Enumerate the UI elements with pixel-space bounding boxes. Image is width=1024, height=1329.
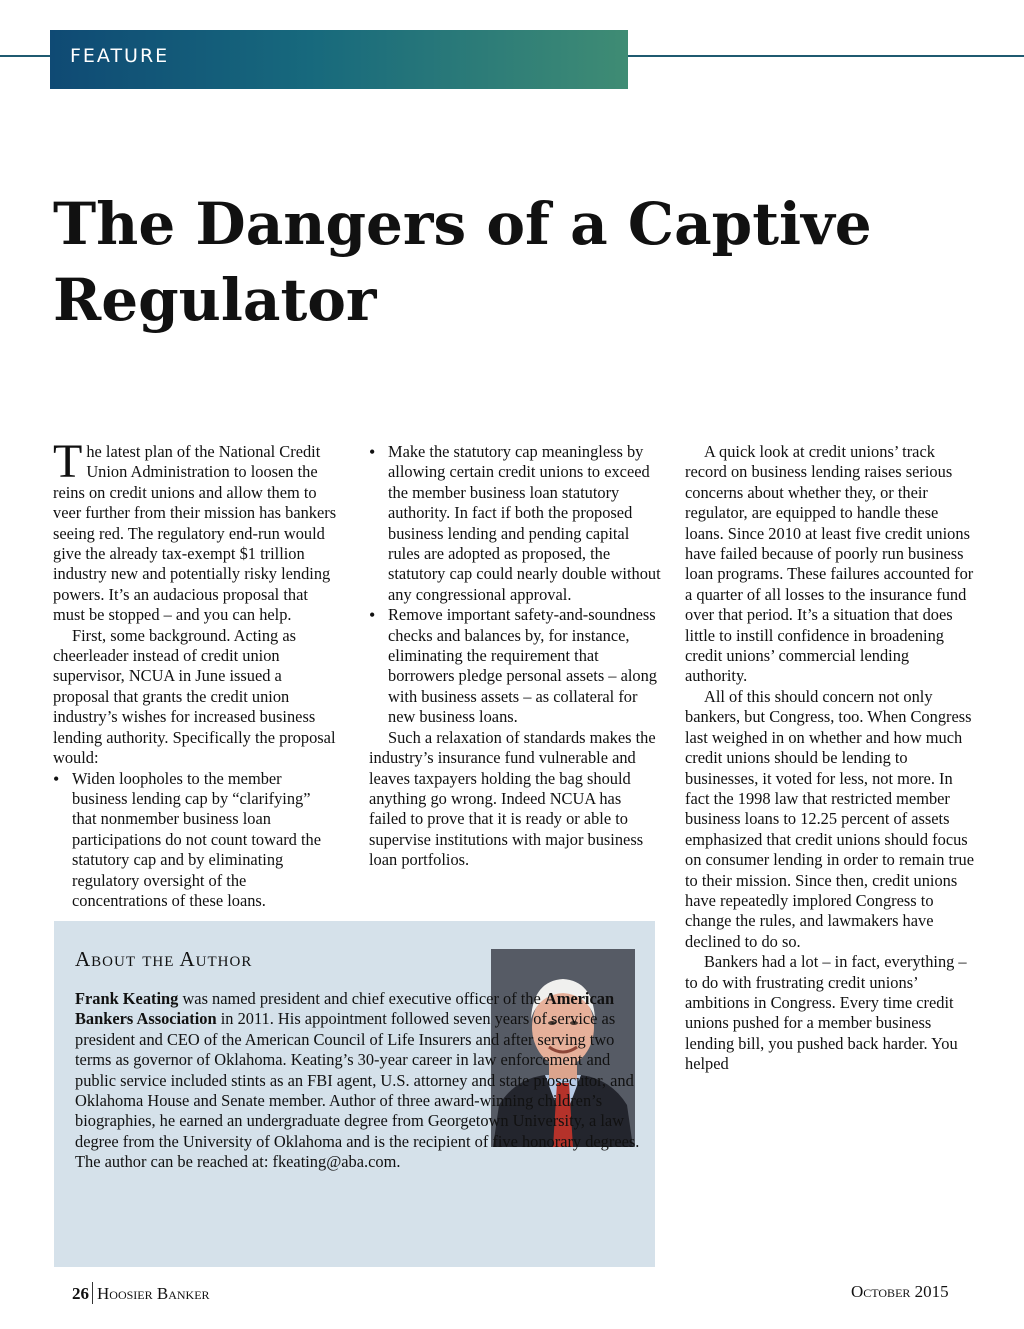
body-paragraph: Bankers had a lot – in fact, everything – to do with frustrating credit unions’ ambitions in Congress. Every time credit unions pushed for a member business lending bill, you pushed back harder. You helped <box>685 952 967 1074</box>
author-organization: American Bankers Association <box>75 989 615 1029</box>
body-paragraph: All of this should concern not only bankers, but Congress, too. When Congress last weighed in on whether and how much credit unions should be lending to businesses, it voted for less, not more. In fact the 1998 law that restricted member business loans to 12.25 percent of assets emphasized that credit unions should focus on consumer lending in order to remain true to their mission. Since then, credit unions have repeatedly implored Congress to change the rules, and lawmakers have declined to do so. <box>685 686 975 951</box>
list-item: • Remove important safety-and-soundness checks and balances by, for instance, eliminating the requirement that borrowers pledge personal assets – along with business assets – as collateral for new business loans. <box>369 605 661 727</box>
publication-name: Hoosier Banker <box>97 1284 210 1303</box>
footer-left <box>72 1282 210 1304</box>
proposal-list-continued <box>369 442 661 728</box>
about-author-box <box>54 921 655 1267</box>
proposal-list <box>53 769 337 912</box>
article-title: The Dangers of a Captive Regulator <box>53 190 872 334</box>
column-2 <box>369 442 661 871</box>
page-number: 26 <box>72 1284 89 1303</box>
section-label: FEATURE <box>70 45 170 67</box>
section-banner <box>50 30 628 89</box>
background-paragraph: First, some background. Acting as cheerleader instead of credit union supervisor, NCUA in June issued a proposal that grants the credit union industry’s wishes for increased business lending authority. Specifically the proposal would: <box>53 625 336 768</box>
body-paragraph: Such a relaxation of standards makes the industry’s insurance fund vulnerable and leaves taxpayers holding the bag should anything go wrong. Indeed NCUA has failed to prove that it is ready or able to supervise institutions with major business loan portfolios. <box>369 727 656 870</box>
author-name: Frank Keating <box>75 989 179 1008</box>
intro-paragraph: The latest plan of the National Credit Union Administration to loosen the reins on credit unions and allow them to veer further from their mission has bankers seeing red. The regulatory end-run would give the already tax-exempt $1 trillion industry new and potentially risky lending powers. It’s an audacious proposal that must be stopped – and you can help. <box>53 435 337 625</box>
issue-date: October 2015 <box>851 1282 949 1301</box>
column-1 <box>53 435 337 911</box>
author-bio: Frank Keating was named president and chief executive officer of the American Bankers Association in 2011. His appointment followed seven years of service as president and CEO of the American Council of Life Insurers and after serving two terms as governor of Oklahoma. Keating’s 30-year career in law enforcement and public service included stints as an FBI agent, U.S. attorney and state prosecutor, and Oklahoma House and Senate member. Author of three award-winning children’s biographies, he earned an undergraduate degree from Georgetown University, a law degree from the University of Oklahoma and is the recipient of five honorary degrees. The author can be reached at: fkeating@aba.com. <box>75 989 640 1172</box>
column-3 <box>685 442 975 1075</box>
list-item: • Make the statutory cap meaningless by allowing certain credit unions to exceed the member business loan statutory authority. In fact if both the proposed business lending and pending capital rules are adopted as proposed, the statutory cap could nearly double without any congressional approval. <box>369 442 661 605</box>
body-paragraph: A quick look at credit unions’ track record on business lending raises serious concerns about whether they, or their regulator, are equipped to handle these loans. Since 2010 at least five credit unions have failed because of poorly run business loan programs. These failures accounted for a quarter of all losses to the insurance fund over that period. It’s a situation that does little to instill confidence in broadening credit unions’ commercial lending authority. <box>685 442 974 686</box>
drop-cap: T <box>53 435 83 488</box>
list-item: • Widen loopholes to the member business lending cap by “clarifying” that nonmember business loan participations do not count toward the statutory cap and by eliminating regulatory oversight of the concentrations of these loans. <box>53 769 337 912</box>
about-author-heading: About the Author <box>75 947 253 971</box>
footer-divider <box>92 1282 93 1304</box>
